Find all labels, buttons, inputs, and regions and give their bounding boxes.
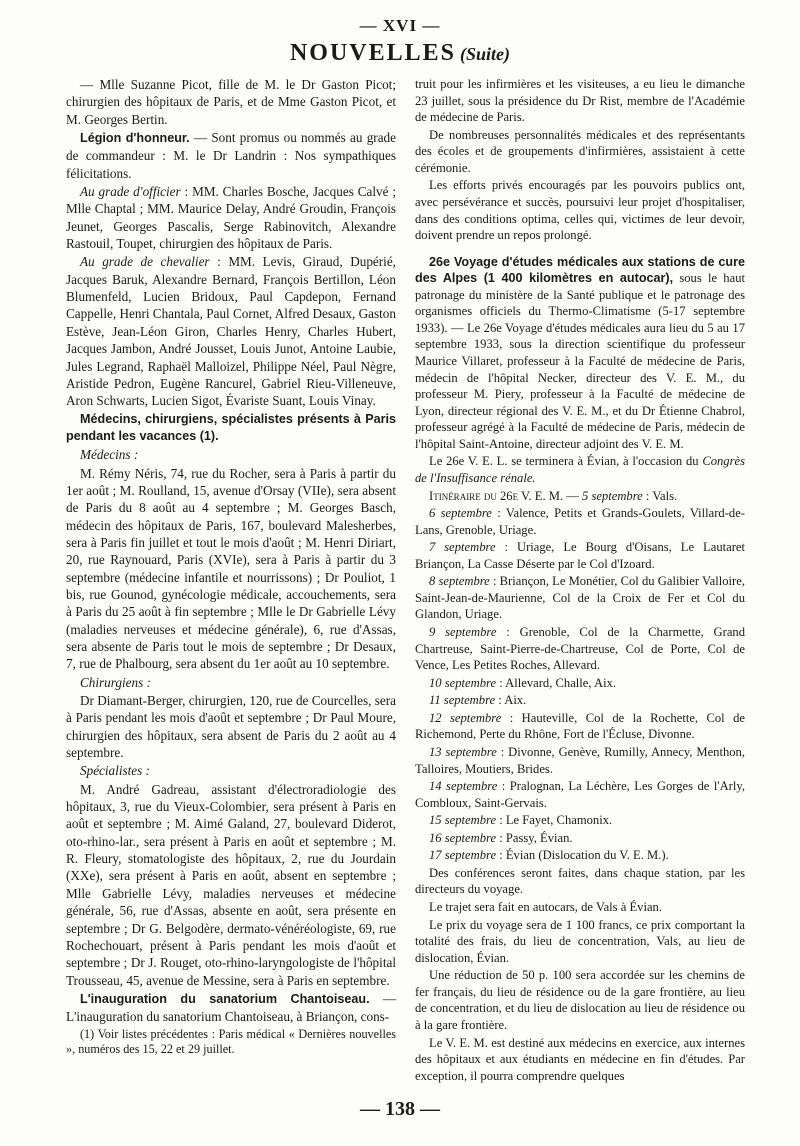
legion-text: — Sont promus ou nommés au grade de commandeur : M. le Dr Landrin : Nos sympathiques félicitations. xyxy=(66,130,397,181)
chevalier-label: Au grade de chevalier xyxy=(80,254,210,270)
itinerary-stops: : Valence, Petits et Grands-Goulets, Villard-de-Lans, Grenoble, Uriage. xyxy=(415,506,745,537)
legion-paragraph xyxy=(66,129,396,182)
chevalier-text: : MM. Levis, Giraud, Dupérié, Jacques Baruk, Alexandre Bernard, François Bertillon, Léon Blumenfeld, Lucien Bridoux, Paul Capdepon, Fernand Cappelle, Henri Chantala, Paul Cornet, Alfred Desaux, Gaston Estève, Jean-Léon Giron, Charles Henry, Charles Hubert, Jacques Jambon, André Jousset, Louis Junot, Antoine Laubie, Jules Legrand, Raphaël Malloizel, Philippe Néel, Paul Nègre, Aristide Pedron, Eugène Rancurel, Gabriel Rieu-Villeneuve, Aron Schwarts, Lucien Sigot, Évariste Suant, Louis Vinay. xyxy=(66,254,396,409)
congres-text: Le 26e V. E. L. se terminera à Évian, à l'occasion du xyxy=(429,454,699,469)
itinerary-date: 15 septembre xyxy=(429,813,497,828)
itinerary-date: 13 septembre xyxy=(429,744,497,759)
itinerary-date: 9 septembre xyxy=(429,625,497,639)
page-number: — 138 — xyxy=(360,1098,440,1120)
section-title-main: NOUVELLES xyxy=(289,40,457,66)
intro-paragraph: — Mlle Suzanne Picot, fille de M. le Dr Gaston Picot; chirurgien des hôpitaux de Paris, et de Mme Gaston Picot, et M. Georges Bertin. xyxy=(66,77,396,127)
destination-paragraph: Le V. E. M. est destiné aux médecins en exercice, aux internes des hôpitaux et aux étudiants en médecine en fin d'études. Par exception, il pourra comprendre quelques xyxy=(415,1035,745,1083)
itinerary-item xyxy=(415,539,745,572)
specialistes-text: M. André Gadreau, assistant d'électroradiologie des hôpitaux, 3, rue du Vieux-Colombier, sera présent à Paris en août et septembre ; M. Aimé Galand, 27, boulevard Diderot, oto-rhino-lar., sera présent à Paris en août et septembre ; M. R. Fleury, stomatologiste des hôpitaux, 2, rue du Jourdain (XXe), sera présent à Paris en août, absent en septembre ; Mlle Gabrielle Lévy, maladies nerveuses et médecine générale, 56, rue d'Assas, absente en août, sera présente en septembre ; Dr G. Belgodère, dermato-vénéréologiste, 69, rue Rochechouart, présent à Paris pendant les mois d'août et septembre ; Dr J. Rouget, oto-rhino-laryngologiste de l'hôpital Trousseau, 45, avenue de Messine, sera à Paris en septembre. xyxy=(66,781,396,988)
page-folio: — XVI — xyxy=(359,16,441,35)
itinerary-stops: : Aix. xyxy=(498,693,527,708)
inauguration-continued: truit pour les infirmières et les visiteuses, a eu lieu le dimanche 23 juillet, sous la présidence du Dr Rist, membre de l'Académie de médecine de Paris. xyxy=(415,77,745,125)
trajet-paragraph: Le trajet sera fait en autocars, de Vals à Évian. xyxy=(429,900,662,914)
congres-paragraph xyxy=(415,453,745,486)
itinerary-date: 14 septembre xyxy=(429,779,498,794)
itinerary-item xyxy=(415,847,745,864)
itinerary-stops: : Passy, Évian. xyxy=(499,830,573,845)
itinerary-item xyxy=(415,744,745,777)
itinerary-item xyxy=(415,505,745,538)
reduction-paragraph: Une réduction de 50 p. 100 sera accordée sur les chemins de fer français, du lieu de résidence ou de la gare frontière, au lieu de concentration, et du lieu de dislocation au lieu de résidence ou à la gare frontière. xyxy=(415,968,745,1032)
right-column xyxy=(415,76,745,1085)
section-title-suite: (Suite) xyxy=(460,44,511,64)
chevalier-paragraph xyxy=(66,253,396,409)
itinerary-stops: : Pralognan, La Léchère, Les Gorges de l'Arly, Combloux, Saint-Gervais. xyxy=(415,779,745,810)
itinerary-stops: : Le Fayet, Chamonix. xyxy=(499,813,613,828)
voyage-paragraph xyxy=(415,254,745,453)
conferences-paragraph: Des conférences seront faites, dans chaque station, par les directeurs du voyage. xyxy=(415,865,745,897)
voyage-heading: 26e Voyage d'études médicales aux stations de cure des Alpes (1 400 kilomètres en autocar), xyxy=(415,254,745,286)
medecins-label: Médecins : xyxy=(80,447,139,463)
itinerary-stops: : Briançon, Le Monétier, Col du Galibier Valloire, Saint-Jean-de-Maurienne, Col de la Croix de Fer et Col du Glandon, Uriage. xyxy=(415,574,745,622)
medecins-heading: Médecins, chirurgiens, spécialistes présents à Paris pendant les vacances (1). xyxy=(66,411,396,443)
officier-label: Au grade d'officier xyxy=(80,184,181,200)
itinerary-list xyxy=(415,488,745,864)
prix-paragraph: Le prix du voyage sera de 1 100 francs, ce prix comportant la totalité des frais, du lieu de concentration, Vals, au lieu de dislocation, Évian. xyxy=(415,917,745,965)
footnote: (1) Voir listes précédentes : Paris médical « Dernières nouvelles », numéros des 15, 22 et 29 juillet. xyxy=(66,1026,396,1056)
itinerary-date: 10 septembre xyxy=(429,675,497,690)
itinerary-item xyxy=(415,830,745,847)
chirurgiens-text: Dr Diamant-Berger, chirurgien, 120, rue de Courcelles, sera à Paris pendant les mois d'août et septembre ; Dr Paul Moure, chirurgien des hôpitaux, sera absent de Paris du 2 août au 4 septembre. xyxy=(66,693,396,761)
inauguration-paragraph xyxy=(66,990,396,1026)
itinerary-item xyxy=(415,778,745,811)
congres-title: Congrès de l'Insuffisance rénale. xyxy=(415,454,745,485)
itinerary-item xyxy=(415,488,745,505)
personnalites-paragraph: De nombreuses personnalités médicales et des représentants des écoles et de groupements d'infirmières, assistaient à cette cérémonie. xyxy=(415,127,745,175)
itinerary-date: 16 septembre xyxy=(429,830,497,845)
itinerary-date: 6 septembre xyxy=(429,506,492,521)
itinerary-stops: : Hauteville, Col de la Rochette, Col de Richemond, Perte du Rhône, Fort de l'Écluse, Divonne. xyxy=(415,710,745,742)
officier-paragraph xyxy=(66,183,396,252)
section-title xyxy=(0,40,800,67)
itinerary-item xyxy=(415,710,745,743)
medecins-text: M. Rémy Néris, 74, rue du Rocher, sera à Paris à partir du 1er août ; M. Roulland, 15, avenue d'Orsay (VIIe), sera absent de Paris du 8 août au 4 septembre ; M. Georges Basch, médecin des hôpitaux de Paris, 167, boulevard Malesherbes, sera à Paris fin juillet et tout le mois d'août ; M. Henri Diriart, 20, rue Raynouard, Paris (XVIe), sera à Paris à partir du 3 septembre (médecine infantile et nourrissons) ; Dr Pouliot, 1 bis, rue Gounod, gynécologie médicale, accouchements, sera à Paris du 25 août à fin septembre ; Mlle le Dr Gabrielle Lévy (maladies nerveuses et médecine générale), 6, rue d'Assas, sera absente de Paris tout le mois de septembre ; Dr Desaux, 7, rue de Phalbourg, sera absent du 1er août au 10 septembre. xyxy=(66,465,396,672)
itinerary-stops: : Grenoble, Col de la Charmette, Grand Chartreuse, Saint-Pierre-de-Chartreuse, Col de Porte, Col de Vence, Les Petites Roches, Allevard. xyxy=(415,625,745,673)
specialistes-label: Spécialistes : xyxy=(80,763,150,779)
itinerary-item xyxy=(415,812,745,829)
voyage-text: sous le haut patronage du ministère de la Santé publique et le patronage des organismes officiels du Thermo-Climatisme (5-17 septembre 1933). — Le 26e Voyage d'études médicales aura lieu du 5 au 17 septembre 1933, sous la direction scientifique du professeur Maurice Villaret, professeur à la Faculté de médecine de Paris, médecin de l'hôpital Necker, directeur des V. E. M., du professeur M. Piery, professeur à la Faculté de médecine de Lyon, directeur régional des V. E. M., et du Dr Étienne Chabrol, professeur agrégé à la Faculté de médecine de Paris, médecin de l'hôpital Saint-Antoine, directeur adjoint des V. E. M. xyxy=(415,271,745,451)
itinerary-stops: : Vals. xyxy=(645,488,678,503)
efforts-paragraph: Les efforts privés encouragés par les pouvoirs publics ont, avec persévérance et succès, poursuivi leur projet d'hospitaliser, dans des conditions optima, celles qui, victimes de leur devoir, doivent prendre un repos prolongé. xyxy=(415,178,745,243)
itinerary-date: 11 septembre xyxy=(429,693,496,708)
itinerary-item xyxy=(415,573,745,623)
itinerary-stops: : Divonne, Genève, Rumilly, Annecy, Menthon, Talloires, Moutiers, Brides. xyxy=(415,744,745,776)
itinerary-item xyxy=(415,675,745,692)
officier-text: : MM. Charles Bosche, Jacques Calvé ; Mlle Chaptal ; MM. Maurice Delay, André Groudin, François Jeunet, Georges Pascalis, Serge Rabinovitch, Alexandre Rastouil, Toupet, chirurgien des hôpitaux de Paris. xyxy=(66,184,396,252)
chirurgiens-label: Chirurgiens : xyxy=(80,674,151,690)
itinerary-stops: : Allevard, Challe, Aix. xyxy=(499,675,617,690)
itinerary-item xyxy=(415,692,745,709)
inauguration-heading: L'inauguration du sanatorium Chantoiseau. xyxy=(80,991,370,1006)
itinerary-item xyxy=(415,624,745,674)
itinerary-date: 5 septembre xyxy=(582,488,643,503)
itinerary-date: 8 septembre xyxy=(429,574,490,589)
legion-heading: Légion d'honneur. xyxy=(80,131,190,146)
itinerary-label: Itinéraire du 26e V. E. M. — xyxy=(429,488,579,503)
itinerary-date: 7 septembre xyxy=(429,540,496,555)
itinerary-date: 12 septembre xyxy=(429,710,502,725)
itinerary-stops: : Uriage, Le Bourg d'Oisans, Le Lautaret Briançon, La Casse Déserte par le Col d'Izoard. xyxy=(415,540,745,571)
itinerary-date: 17 septembre xyxy=(429,848,497,863)
itinerary-stops: : Évian (Dislocation du V. E. M.). xyxy=(499,848,669,863)
inauguration-text: — L'inauguration du sanatorium Chantoiseau, à Briançon, cons- xyxy=(66,990,396,1025)
left-column xyxy=(66,76,396,1058)
